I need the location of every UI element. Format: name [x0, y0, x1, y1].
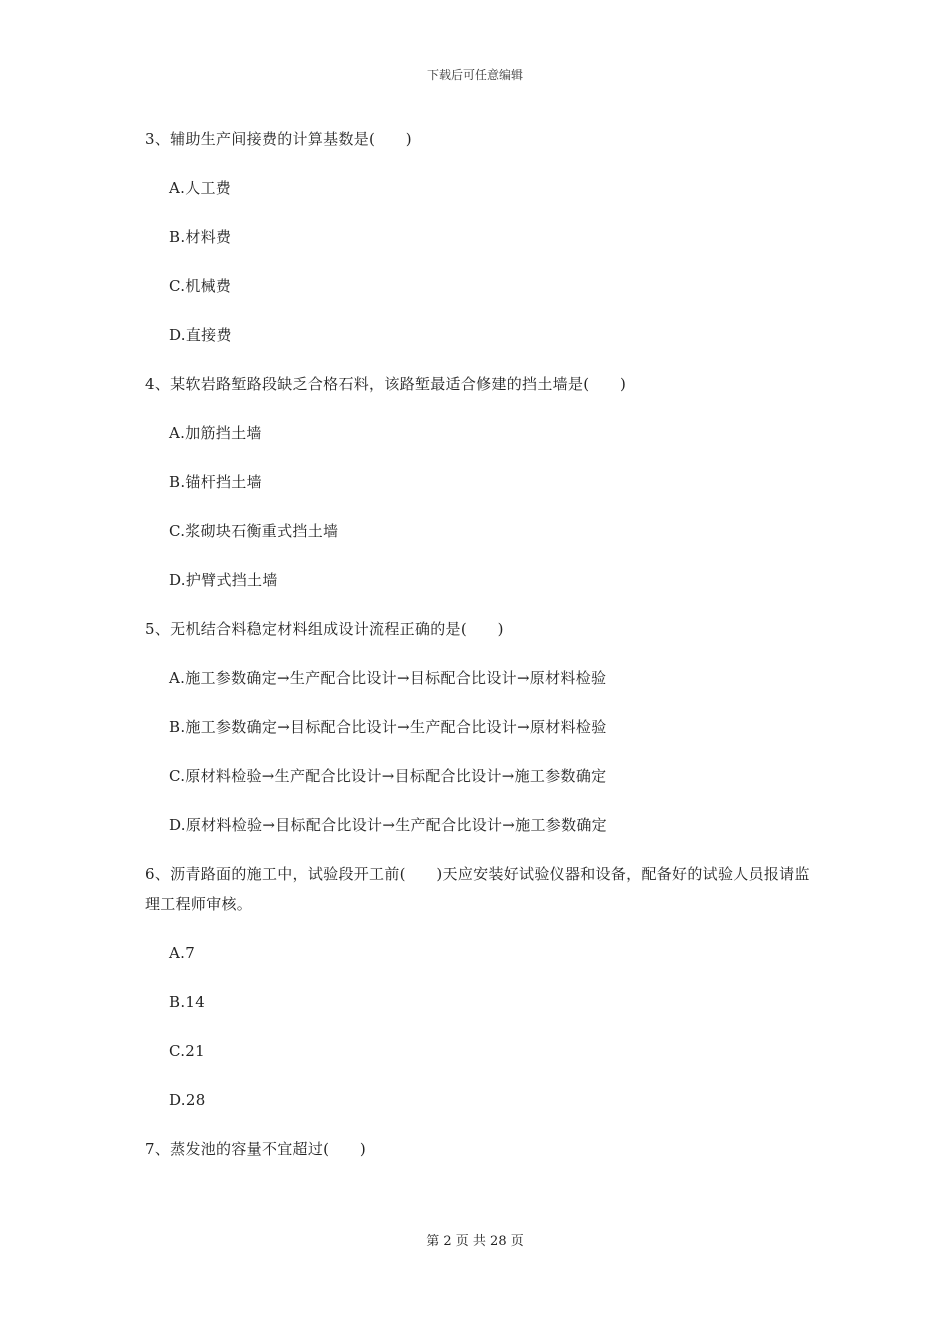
question-text: 5、无机结合料稳定材料组成设计流程正确的是( ): [145, 620, 504, 638]
question-7: [145, 1134, 815, 1164]
question-5: [145, 614, 815, 840]
option-b: B.材料费: [169, 228, 232, 246]
option-c: C.21: [169, 1042, 205, 1060]
option-d: D.直接费: [169, 326, 232, 344]
question-6: [145, 859, 815, 1115]
option-d: D.护臂式挡土墙: [169, 571, 278, 589]
option-c: C.原材料检验→生产配合比设计→目标配合比设计→施工参数确定: [169, 767, 607, 785]
question-text: 3、辅助生产间接费的计算基数是( ): [145, 130, 412, 148]
question-3: [145, 124, 815, 350]
option-b: B.施工参数确定→目标配合比设计→生产配合比设计→原材料检验: [169, 718, 607, 736]
option-c: C.浆砌块石衡重式挡土墙: [169, 522, 339, 540]
page-footer: 第 2 页 共 28 页: [426, 1234, 524, 1249]
question-text: 7、蒸发池的容量不宜超过( ): [145, 1140, 367, 1158]
option-b: B.14: [169, 993, 206, 1011]
question-text: 6、沥青路面的施工中，试验段开工前( )天应安装好试验仪器和设备，配备好的试验人员报请监理工程师审核。: [145, 865, 810, 913]
option-d: D.原材料检验→目标配合比设计→生产配合比设计→施工参数确定: [169, 816, 607, 834]
option-a: A.人工费: [169, 179, 232, 197]
option-c: C.机械费: [169, 277, 232, 295]
option-a: A.施工参数确定→生产配合比设计→目标配合比设计→原材料检验: [169, 669, 607, 687]
option-a: A.7: [169, 944, 196, 962]
question-text: 4、某软岩路堑路段缺乏合格石料，该路堑最适合修建的挡土墙是( ): [145, 375, 627, 393]
option-d: D.28: [169, 1091, 206, 1109]
question-list: [145, 124, 815, 1183]
option-a: A.加筋挡土墙: [169, 424, 262, 442]
option-b: B.锚杆挡土墙: [169, 473, 262, 491]
question-4: [145, 369, 815, 595]
page-header: 下载后可任意编辑: [426, 68, 523, 82]
